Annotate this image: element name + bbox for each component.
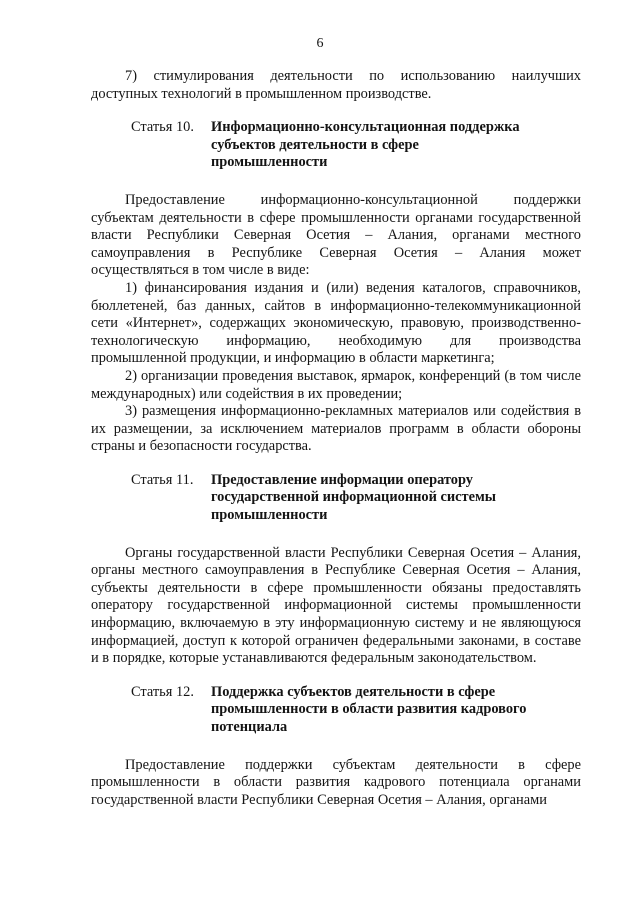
article-11-paragraph: Органы государственной власти Республики Северная Осетия – Алания, органы местного самоуправления в Республике Северная Осетия – Алания, субъекты деятельности в сфере промышленности обязаны предоставлять оператору государственной информационной системы промышленности информацию, включаемую в эту информационную систему и не являющуюся информацией, доступ к которой ограничен федеральными законами, в составе и в порядке, которые устанавливаются федеральным законодательством.	[91, 544, 581, 667]
article-10-heading	[91, 119, 581, 172]
article-11-title: Предоставление информации оператору государственной информационной системы промышленности	[211, 471, 497, 524]
intro-list-item: 7) стимулирования деятельности по использованию наилучших доступных технологий в промышленном производстве.	[91, 68, 581, 102]
document-body	[91, 68, 581, 809]
article-12-paragraph: Предоставление поддержки субъектам деятельности в сфере промышленности в области развития кадрового потенциала органами государственной власти Республики Северная Осетия – Алания, органами	[91, 756, 581, 808]
article-12-heading	[91, 684, 581, 737]
page-number: 6	[316, 36, 324, 51]
article-10-title: Информационно-консультационная поддержка субъектов деятельности в сфере промышленности	[211, 119, 520, 171]
article-12-number: Статья 12.	[131, 683, 194, 700]
article-10-number: Статья 10.	[131, 119, 194, 136]
article-11-number: Статья 11.	[131, 471, 194, 488]
article-10-item-1: 1) финансирования издания и (или) ведения каталогов, справочников, бюллетеней, баз данных, сайтов в информационно-телекоммуникационной сети «Интернет», содержащих экономическую, правовую, производственно-технологическую информацию, необходимую для производства промышленной продукции, и информацию в области маркетинга;	[91, 279, 581, 367]
article-10-item-2: 2) организации проведения выставок, ярмарок, конференций (в том числе международных) или содействия в их проведении;	[91, 367, 581, 402]
article-10-paragraph: Предоставление информационно-консультационной поддержки субъектам деятельности в сфере промышленности органами государственной власти Республики Северная Осетия – Алания, органами местного самоуправления в Республике Северная Осетия – Алания может осуществляться в том числе в виде:	[91, 191, 581, 279]
article-11-heading	[91, 472, 581, 525]
article-10-item-3: 3) размещения информационно-рекламных материалов или содействия в их размещении, за исключением материалов программ в области обороны страны и безопасности государства.	[91, 403, 581, 455]
article-12-title: Поддержка субъектов деятельности в сфере промышленности в области развития кадрового потенциала	[211, 683, 527, 735]
